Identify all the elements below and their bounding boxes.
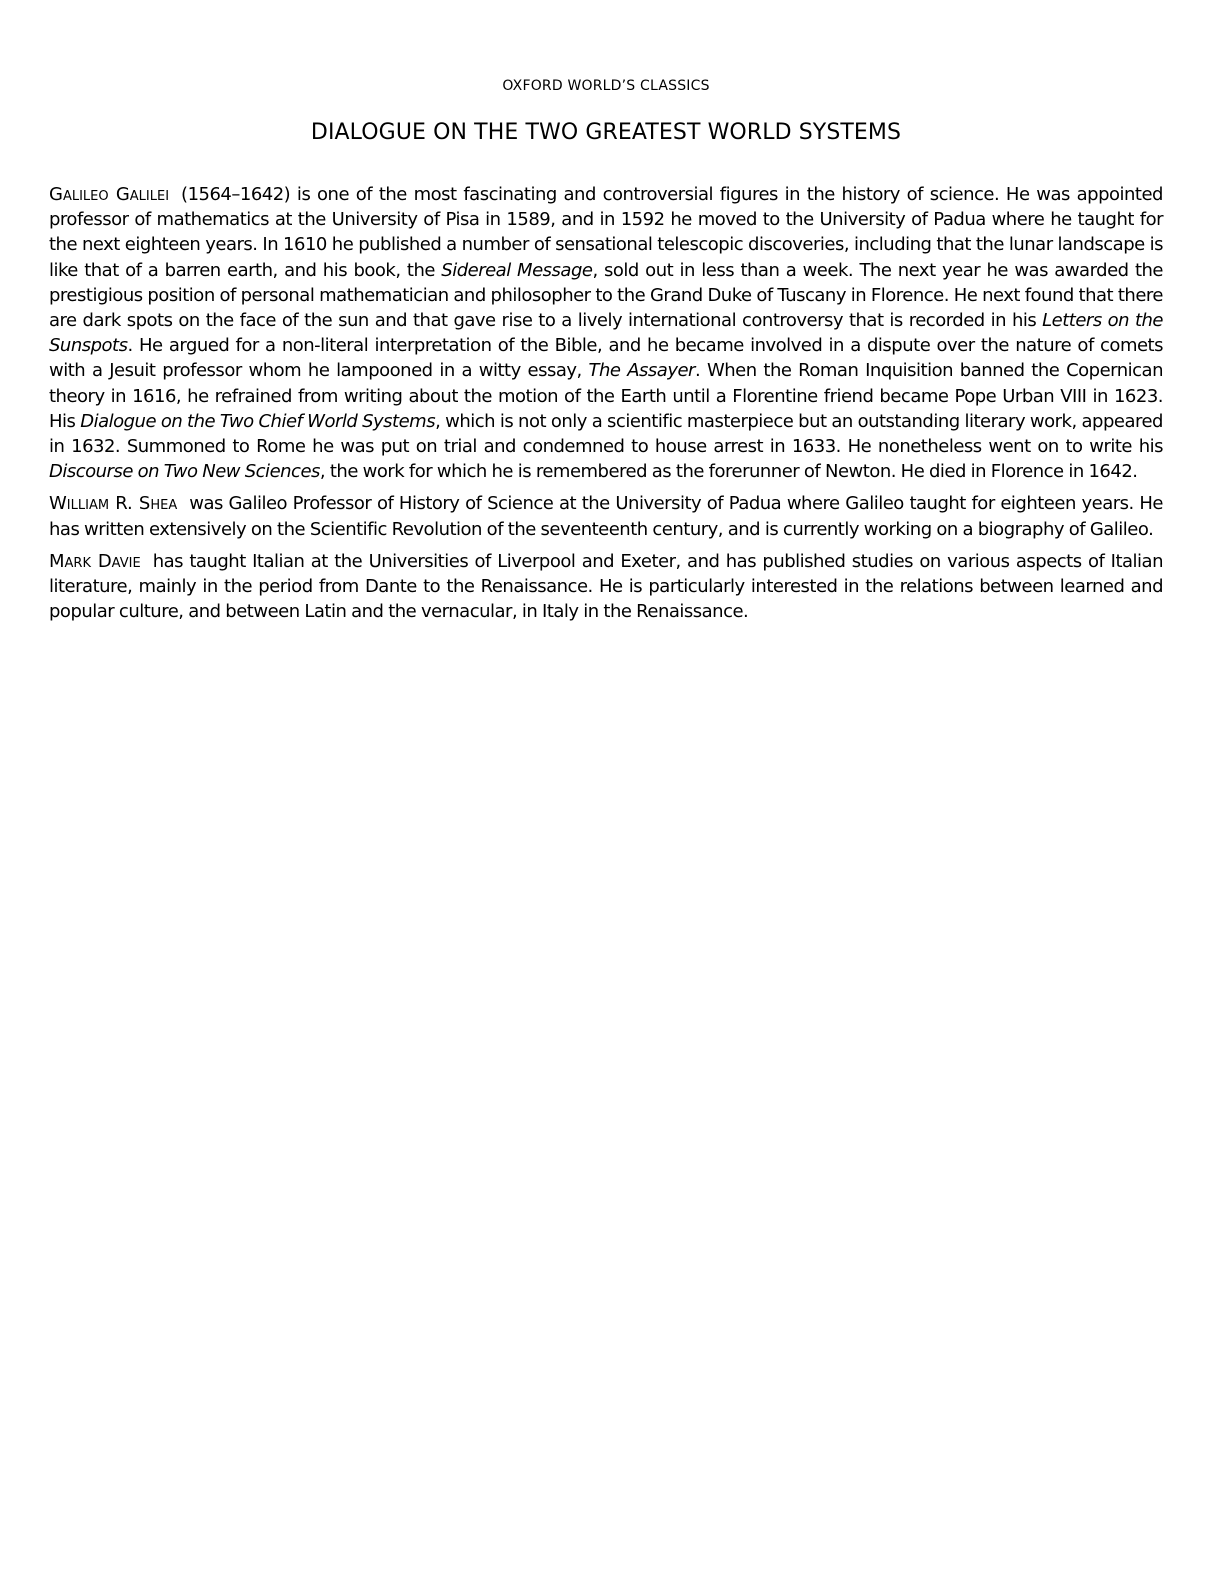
author-bio-galileo — [49, 182, 1163, 484]
work-title: Discourse on Two New Sciences — [49, 461, 320, 483]
work-title: Sidereal Message — [441, 259, 593, 281]
bio-text: , sold out in less than a week. The next year he was awarded the prestigious position of personal mathematician and philosopher to the Grand Duke of Tuscany in Florence. He next found that there are dark spots on the face of the sun and that gave rise to a lively international controversy that is recorded in his — [49, 259, 1163, 332]
series-name: OXFORD WORLD’S CLASSICS — [502, 78, 710, 94]
bio-text: (1564–1642) is one of the most fascinating and controversial figures in the history of science. He was appointed professor of mathematics at the University of Pisa in 1589, and in 1592 he moved to the University of Padua where he taught for the next eighteen years. In 1610 he published a number of sensational telescopic discoveries, including that the lunar landscape is like that of a barren earth, and his book, the — [49, 184, 1163, 281]
work-title: The Assayer — [588, 360, 695, 382]
bio-text: has taught Italian at the Universities of Liverpool and Exeter, and has published studies on various aspects of Italian literature, mainly in the period from Dante to the Renaissance. He is particularly interested in the relations between learned and popular culture, and between Latin and the vernacular, in Italy in the Renaissance. — [49, 550, 1163, 623]
author-name: Galileo Galilei — [49, 184, 170, 205]
author-bio-shea — [49, 491, 1163, 541]
bio-text: , the work for which he is remembered as the forerunner of Newton. He died in Florence in 1642. — [319, 461, 1138, 483]
book-title: DIALOGUE ON THE TWO GREATEST WORLD SYSTEMS — [310, 120, 902, 145]
author-name: William R. Shea — [49, 493, 178, 515]
author-name: Mark Davie — [49, 550, 141, 572]
work-title: Letters on the Sunspots — [49, 310, 1163, 357]
author-bio-davie — [49, 549, 1163, 625]
bio-text: . When the Roman Inquisition banned the Copernican theory in 1616, he refrained from writing about the motion of the Earth until a Florentine friend became Pope Urban VIII in 1623. His — [49, 360, 1163, 432]
work-title: Dialogue on the Two Chief World Systems — [80, 410, 436, 432]
bio-text: was Galileo Professor of History of Science at the University of Padua where Galileo taught for eighteen years. He has written extensively on the Scientific Revolution of the seventeenth century, and is currently working on a biography of Galileo. — [49, 493, 1163, 540]
bio-text: , which is not only a scientific masterpiece but an outstanding literary work, appeared in 1632. Summoned to Rome he was put on trial and condemned to house arrest in 1633. He nonetheless went on to write his — [49, 410, 1163, 458]
bio-text: . He argued for a non-literal interpretation of the Bible, and he became involved in a dispute over the nature of comets with a Jesuit professor whom he lampooned in a witty essay, — [49, 335, 1163, 382]
author-biographies — [49, 182, 1163, 631]
